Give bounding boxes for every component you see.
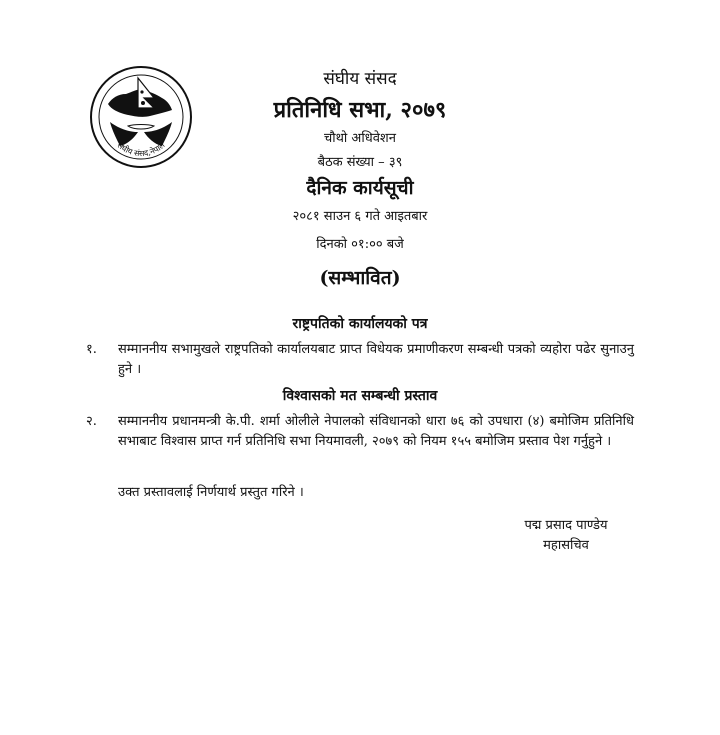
decision-note: उक्त प्रस्तावलाई निर्णयार्थ प्रस्तुत गरिने । xyxy=(118,485,304,500)
agenda-item-number: २. xyxy=(86,414,97,429)
agenda-item-text: सम्माननीय प्रधानमन्त्री के.पी. शर्मा ओलीले नेपालको संविधानको धारा ७६ को उपधारा (४) बमोजिम प्रतिनिधि सभाबाट विश्वास प्राप्त गर्न प्रतिनिधि सभा नियमावली, २०७९ को नियम १५५ बमोजिम प्रस्ताव पेश गर्नुहुने । xyxy=(118,414,634,449)
parliament-emblem-icon xyxy=(88,64,194,170)
emblem-caption: संघीय संसद,नेपाल xyxy=(115,140,167,159)
meeting-number: बैठक संख्या – ३९ xyxy=(317,155,403,170)
meeting-time: दिनको ०१:०० बजे xyxy=(316,237,404,252)
parliament-name: संघीय संसद xyxy=(323,69,397,89)
session-label: चौथो अधिवेशन xyxy=(323,131,396,146)
probable-label: (सम्भावित) xyxy=(319,267,401,289)
page-title: दैनिक कार्यसूची xyxy=(306,177,414,199)
section-title-president-letter: राष्ट्रपतिको कार्यालयको पत्र xyxy=(292,316,428,332)
agenda-item-number: १. xyxy=(86,342,97,357)
section-title-confidence-motion: विश्वासको मत सम्बन्धी प्रस्ताव xyxy=(282,388,438,404)
house-name: प्रतिनिधि सभा, २०७९ xyxy=(273,97,447,123)
signatory-title: महासचिव xyxy=(543,538,589,553)
signatory-name: पद्म प्रसाद पाण्डेय xyxy=(524,518,608,533)
meeting-date: २०८१ साउन ६ गते आइतबार xyxy=(292,209,428,224)
agenda-item-text: सम्माननीय सभामुखले राष्ट्रपतिको कार्यालयबाट प्राप्त विधेयक प्रमाणीकरण सम्बन्धी पत्रको व्यहोरा पढेर सुनाउनु हुने । xyxy=(118,342,634,377)
